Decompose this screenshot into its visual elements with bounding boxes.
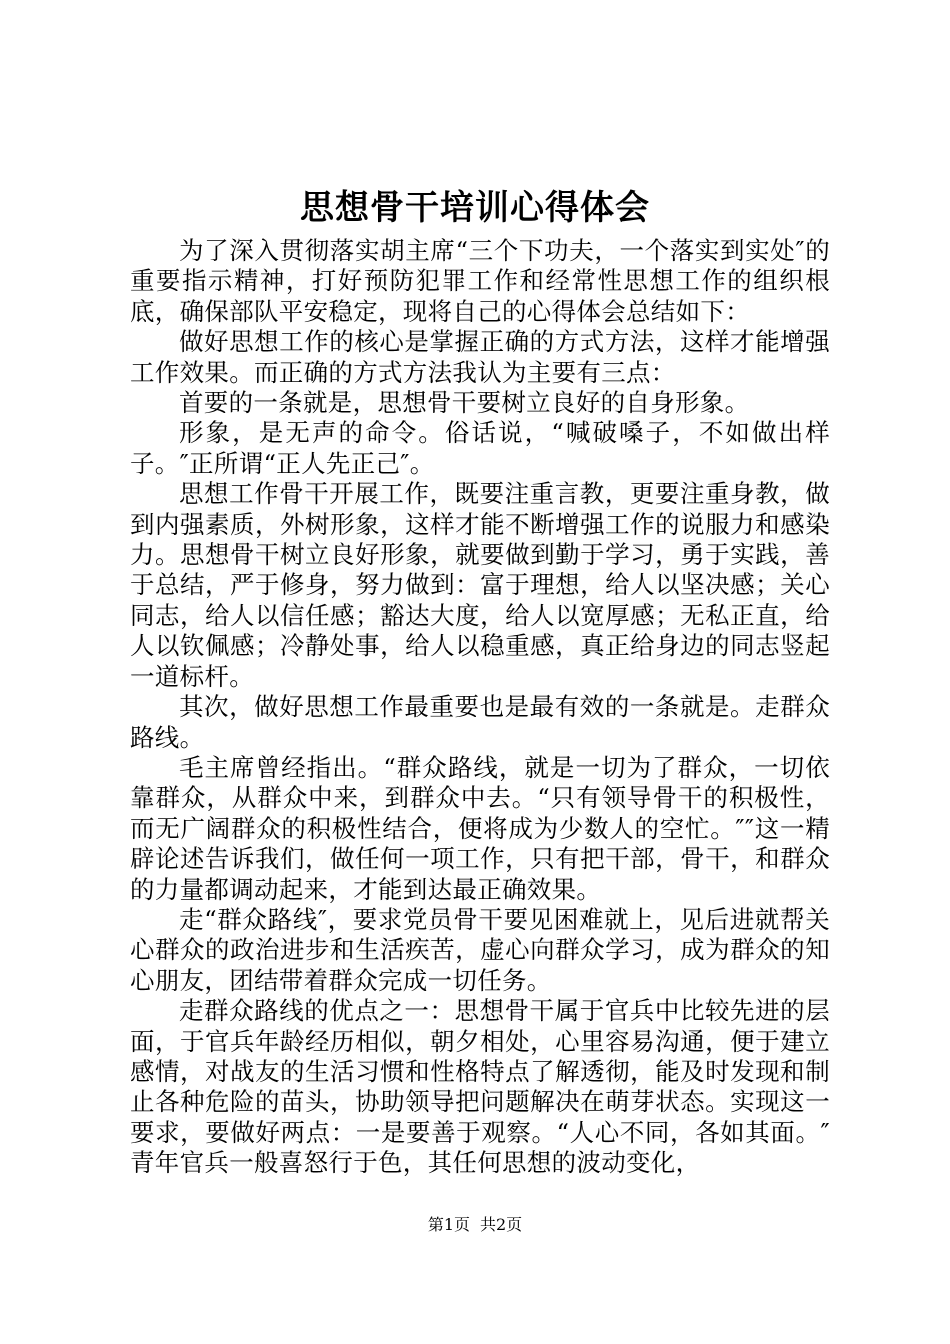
paragraph: 毛主席曾经指出。“群众路线，就是一切为了群众，一切依靠群众，从群众中来，到群众中去。“只有领导骨干的积极性，而无广阔群众的积极性结合，便将成为少数人的空忙。″″这一精辟论述告诉我们，做任何一项工作，只有把干部，骨干，和群众的力量都调动起来，才能到达最正确效果。 bbox=[130, 752, 830, 904]
paragraph: 首要的一条就是，思想骨干要树立良好的自身形象。 bbox=[179, 388, 750, 418]
document-body bbox=[130, 236, 830, 1179]
document-title: 思想骨干培训心得体会 bbox=[300, 188, 650, 228]
paragraph: 走群众路线的优点之一：思想骨干属于官兵中比较先进的层面，于官兵年龄经历相似，朝夕相处，心里容易沟通，便于建立感情，对战友的生活习惯和性格特点了解透彻，能及时发现和制止各种危险的苗头，协助领导把问题解决在萌芽状态。实现这一要求，要做好两点：一是要善于观察。“人心不同，各如其面。″青年官兵一般喜怒行于色，其任何思想的波动变化， bbox=[130, 996, 830, 1178]
page-number-current: 第1页 bbox=[427, 1215, 470, 1234]
paragraph: 做好思想工作的核心是掌握正确的方式方法，这样才能增强工作效果。而正确的方式方法我认为主要有三点： bbox=[130, 327, 830, 387]
paragraph: 形象，是无声的命令。俗话说，“喊破嗓子，不如做出样子。″正所谓“正人先正己″。 bbox=[130, 418, 830, 478]
paragraph: 思想工作骨干开展工作，既要注重言教，更要注重身教，做到内强素质，外树形象，这样才能不断增强工作的说服力和感染力。思想骨干树立良好形象，就要做到勤于学习，勇于实践，善于总结，严于修身，努力做到：富于理想，给人以坚决感；关心同志，给人以信任感；豁达大度，给人以宽厚感；无私正直，给人以钦佩感；冷静处事，给人以稳重感，真正给身边的同志竖起一道标杆。 bbox=[130, 479, 830, 691]
paragraph: 为了深入贯彻落实胡主席“三个下功夫，一个落实到实处″的重要指示精神，打好预防犯罪工作和经常性思想工作的组织根底，确保部队平安稳定，现将自己的心得体会总结如下： bbox=[130, 236, 830, 326]
paragraph: 走“群众路线″，要求党员骨干要见困难就上，见后进就帮关心群众的政治进步和生活疾苦，虚心向群众学习，成为群众的知心朋友，团结带着群众完成一切任务。 bbox=[130, 904, 830, 995]
page-footer bbox=[0, 1214, 950, 1236]
page-number-total: 共2页 bbox=[480, 1215, 523, 1234]
paragraph: 其次，做好思想工作最重要也是最有效的一条就是。走群众路线。 bbox=[130, 692, 830, 752]
